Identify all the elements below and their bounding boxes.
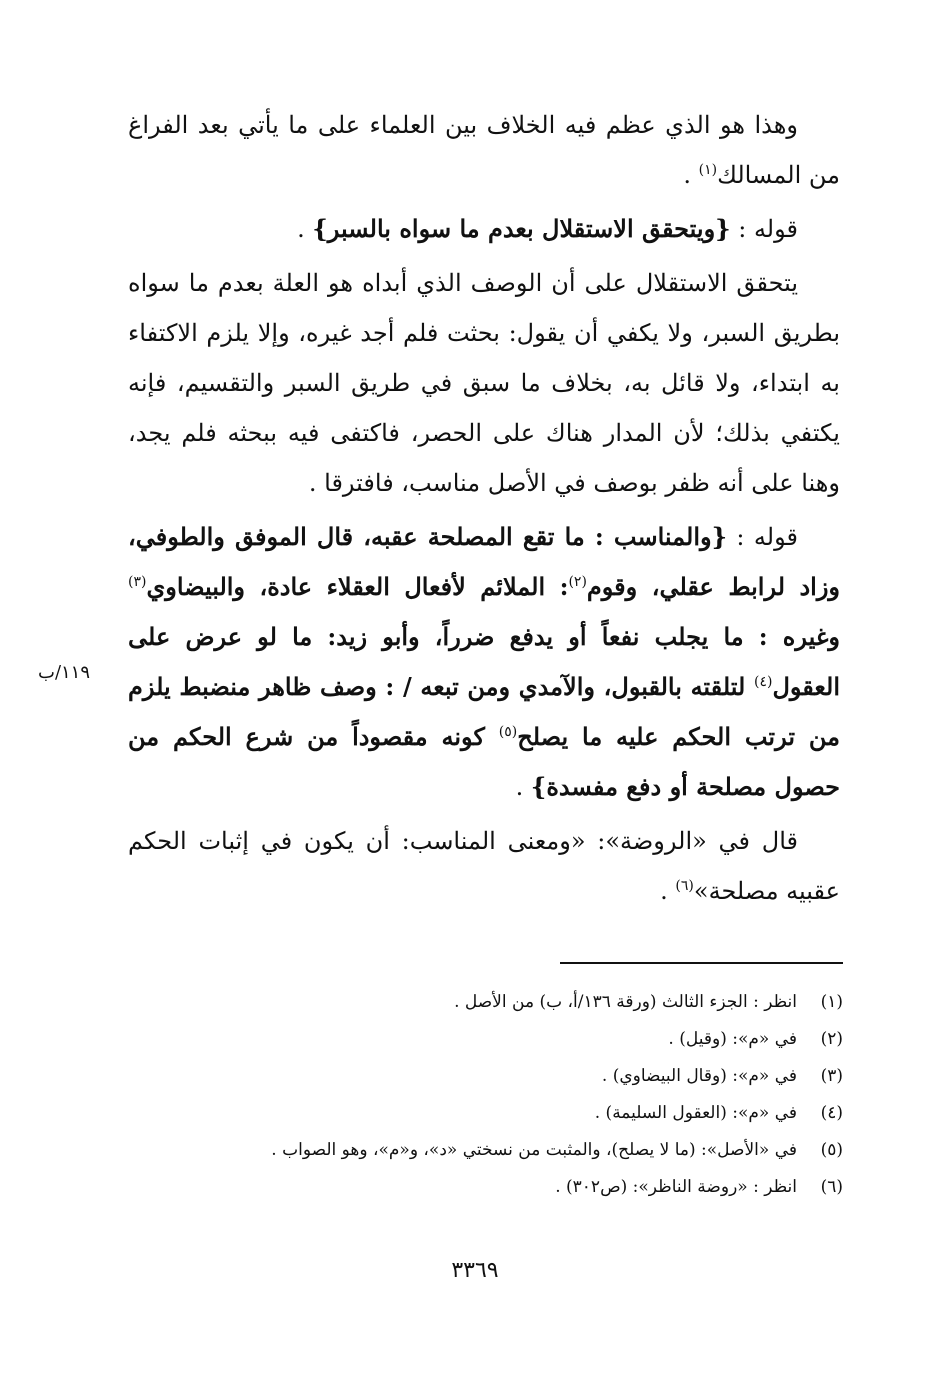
- paragraph-4-end: .: [515, 773, 531, 801]
- footnote-number: (٥): [820, 1140, 843, 1160]
- page-number: ٣٣٦٩: [451, 1258, 499, 1283]
- footnote-item: [180, 984, 843, 1021]
- footnote-number: (٦): [820, 1177, 843, 1197]
- footnote-ref-2: (٢): [568, 574, 587, 590]
- paragraph-2-end: .: [297, 215, 313, 243]
- footnote-number: (٣): [820, 1066, 843, 1086]
- footnotes: [180, 984, 843, 1206]
- paragraph-5-text: قال في «الروضة»: «ومعنى المناسب: أن يكون في إثبات الحكم عقبيه مصلحة»: [128, 827, 840, 905]
- footnote-ref-4: (٤): [753, 674, 773, 690]
- manuscript-folio-note: ١١٩/ب: [38, 662, 91, 683]
- quoted-matn-part-3: وغيره : ما يجلب نفعاً أو يدفع ضرراً، وأبو زيد: ما لو عرض على العقول: [128, 622, 840, 701]
- quoted-matn-part-2: : الملائم لأفعال العقلاء عادة، والبيضاوي: [146, 572, 569, 601]
- footnote-item: [180, 1169, 843, 1206]
- paragraph-4: [128, 512, 840, 812]
- paragraph-1-end: .: [683, 161, 699, 189]
- quote-lead: قوله :: [727, 523, 798, 551]
- paragraph-1: [128, 100, 840, 200]
- footnote-ref-6: (٦): [675, 878, 694, 894]
- footnote-ref-1: (١): [698, 162, 718, 178]
- footnote-ref-3: (٣): [128, 574, 147, 590]
- paragraph-3: [128, 258, 840, 508]
- footnote-text: في «الأصل»: (ما لا يصلح)، والمثبت من نسختي «د»، و«م»، وهو الصواب .: [271, 1140, 797, 1160]
- footnote-text: في «م»: (وقال البيضاوي) .: [601, 1066, 797, 1086]
- footnote-item: [180, 1058, 843, 1095]
- footnote-text: انظر : «روضة الناظر»: (ص٣٠٢) .: [555, 1177, 797, 1197]
- quote-lead: قوله :: [730, 215, 798, 243]
- footnote-text: في «م»: (العقول السليمة) .: [594, 1103, 797, 1123]
- main-text: [128, 100, 840, 920]
- paragraph-5-end: .: [660, 877, 676, 905]
- quoted-matn-part-4: لتلقته بالقبول، والآمدي ومن تبعه / : وصف ظاهر منضبط يلزم من ترتب الحكم عليه ما يصلح: [128, 672, 841, 751]
- footnote-number: (٤): [820, 1103, 843, 1123]
- footnote-ref-5: (٥): [498, 724, 518, 740]
- footnote-number: (٢): [820, 1029, 843, 1049]
- paragraph-1-text: وهذا هو الذي عظم فيه الخلاف بين العلماء على ما يأتي بعد الفراغ من المسالك: [128, 111, 840, 189]
- paragraph-2: [128, 204, 840, 254]
- footnote-text: انظر : الجزء الثالث (ورقة ١٣٦/أ، ب) من الأصل .: [454, 992, 797, 1012]
- footnote-item: [180, 1132, 843, 1169]
- footnote-number: (١): [820, 992, 843, 1012]
- footnote-item: [180, 1021, 843, 1058]
- paragraph-3-text: يتحقق الاستقلال على أن الوصف الذي أبداه هو العلة بعدم ما سواه بطريق السبر، ولا يكفي أن يقول: بحثت فلم أجد غيره، وإلا يلزم الاكتفاء به ابتداء، ولا قائل به، بخلاف ما سبق في طريق السبر والتقسيم، فإنه يكتفي بذلك؛ لأن المدار هناك على الحصر، فاكتفى فيه ببحثه فلم يجد، وهنا على أنه ظفر بوصف في الأصل مناسب، فافترقا .: [128, 269, 840, 497]
- quoted-matn: {ويتحقق الاستقلال بعدم ما سواه بالسبر}: [312, 214, 731, 243]
- footnote-text: في «م»: (وقيل) .: [668, 1029, 797, 1049]
- footnote-item: [180, 1095, 843, 1132]
- quoted-matn-part-1: {والمناسب : ما تقع المصلحة عقبه، قال الموفق والطوفي، وزاد لرابط عقلي، وقوم: [128, 522, 840, 601]
- paragraph-5: [128, 816, 840, 916]
- quoted-matn-part-5: كونه مقصوداً من شرع الحكم من حصول مصلحة أو دفع مفسدة}: [128, 722, 840, 801]
- footnote-separator: [560, 962, 843, 964]
